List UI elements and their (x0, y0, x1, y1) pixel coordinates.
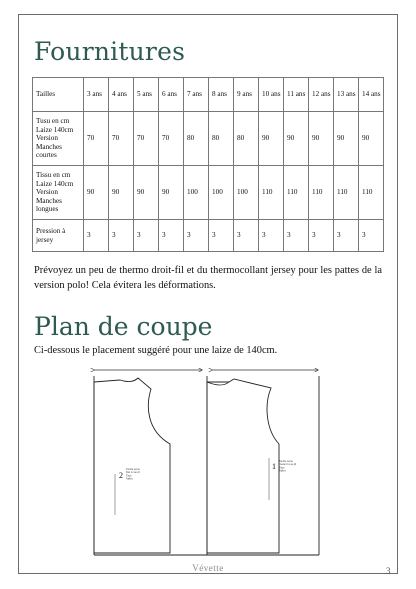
value-cell: 100 (209, 166, 234, 220)
size-header-cell: 3 ans (84, 78, 109, 112)
pattern-piece-back (94, 378, 170, 553)
value-cell: 100 (234, 166, 259, 220)
size-header-cell: 13 ans (334, 78, 359, 112)
piece-number-2: 2 (119, 471, 123, 480)
piece-number-1: 1 (272, 462, 276, 471)
value-cell: 90 (84, 166, 109, 220)
supplies-note: Prévoyez un peu de thermo droit-fil et du thermocollant jersey pour les pattes de la version polo! Cela évitera les déformations. (34, 265, 382, 291)
value-cell: 110 (334, 166, 359, 220)
piece-label-2: Tourtle Lente Dos 1x au pli Tissu Tailles (126, 468, 140, 481)
pattern-piece-front (207, 379, 297, 553)
value-cell: 90 (109, 166, 134, 220)
value-cell: 3 (109, 220, 134, 252)
value-cell: 90 (159, 166, 184, 220)
size-header-cell: 9 ans (234, 78, 259, 112)
value-cell: 3 (359, 220, 384, 252)
size-header-cell: 4 ans (109, 78, 134, 112)
value-cell: 80 (209, 112, 234, 166)
section-title-plan-de-coupe: Plan de coupe (34, 312, 213, 341)
value-cell: 110 (259, 166, 284, 220)
value-cell: 90 (359, 112, 384, 166)
value-cell: 3 (334, 220, 359, 252)
value-cell: 3 (234, 220, 259, 252)
value-cell: 80 (234, 112, 259, 166)
value-cell: 3 (309, 220, 334, 252)
value-cell: 100 (184, 166, 209, 220)
value-cell: 70 (109, 112, 134, 166)
row-label-cell: Pression à jersey (33, 220, 84, 252)
footer-logo: Vévette (192, 563, 224, 573)
header-label: Tailles (33, 78, 84, 112)
size-header-cell: 12 ans (309, 78, 334, 112)
value-cell: 110 (309, 166, 334, 220)
row-label-cell: Tissu en cm Laize 140cm Version Manches longues (33, 166, 84, 220)
value-cell: 3 (134, 220, 159, 252)
value-cell: 3 (284, 220, 309, 252)
section-subtitle: Ci-dessous le placement suggéré pour une laize de 140cm. (34, 345, 278, 356)
value-cell: 3 (259, 220, 284, 252)
size-header-cell: 7 ans (184, 78, 209, 112)
size-header-cell: 8 ans (209, 78, 234, 112)
size-header-cell: 14 ans (359, 78, 384, 112)
value-cell: 3 (159, 220, 184, 252)
size-header-cell: 6 ans (159, 78, 184, 112)
value-cell: 110 (359, 166, 384, 220)
size-header-cell: 11 ans (284, 78, 309, 112)
value-cell: 90 (309, 112, 334, 166)
value-cell: 110 (284, 166, 309, 220)
value-cell: 70 (134, 112, 159, 166)
size-header-cell: 5 ans (134, 78, 159, 112)
row-label-cell: Tusu en cm Laize 140cm Version Manches courtes (33, 112, 84, 166)
piece-label-1: Tourtle Lente Devant 1x au pli Tissu Tailles (279, 460, 297, 473)
section-title-fournitures: Fournitures (34, 37, 186, 66)
value-cell: 3 (209, 220, 234, 252)
value-cell: 90 (134, 166, 159, 220)
value-cell: 70 (84, 112, 109, 166)
value-cell: 3 (84, 220, 109, 252)
page-number: 3 (386, 566, 391, 576)
value-cell: 90 (259, 112, 284, 166)
value-cell: 3 (184, 220, 209, 252)
value-cell: 70 (159, 112, 184, 166)
value-cell: 90 (284, 112, 309, 166)
value-cell: 80 (184, 112, 209, 166)
size-header-cell: 10 ans (259, 78, 284, 112)
value-cell: 90 (334, 112, 359, 166)
